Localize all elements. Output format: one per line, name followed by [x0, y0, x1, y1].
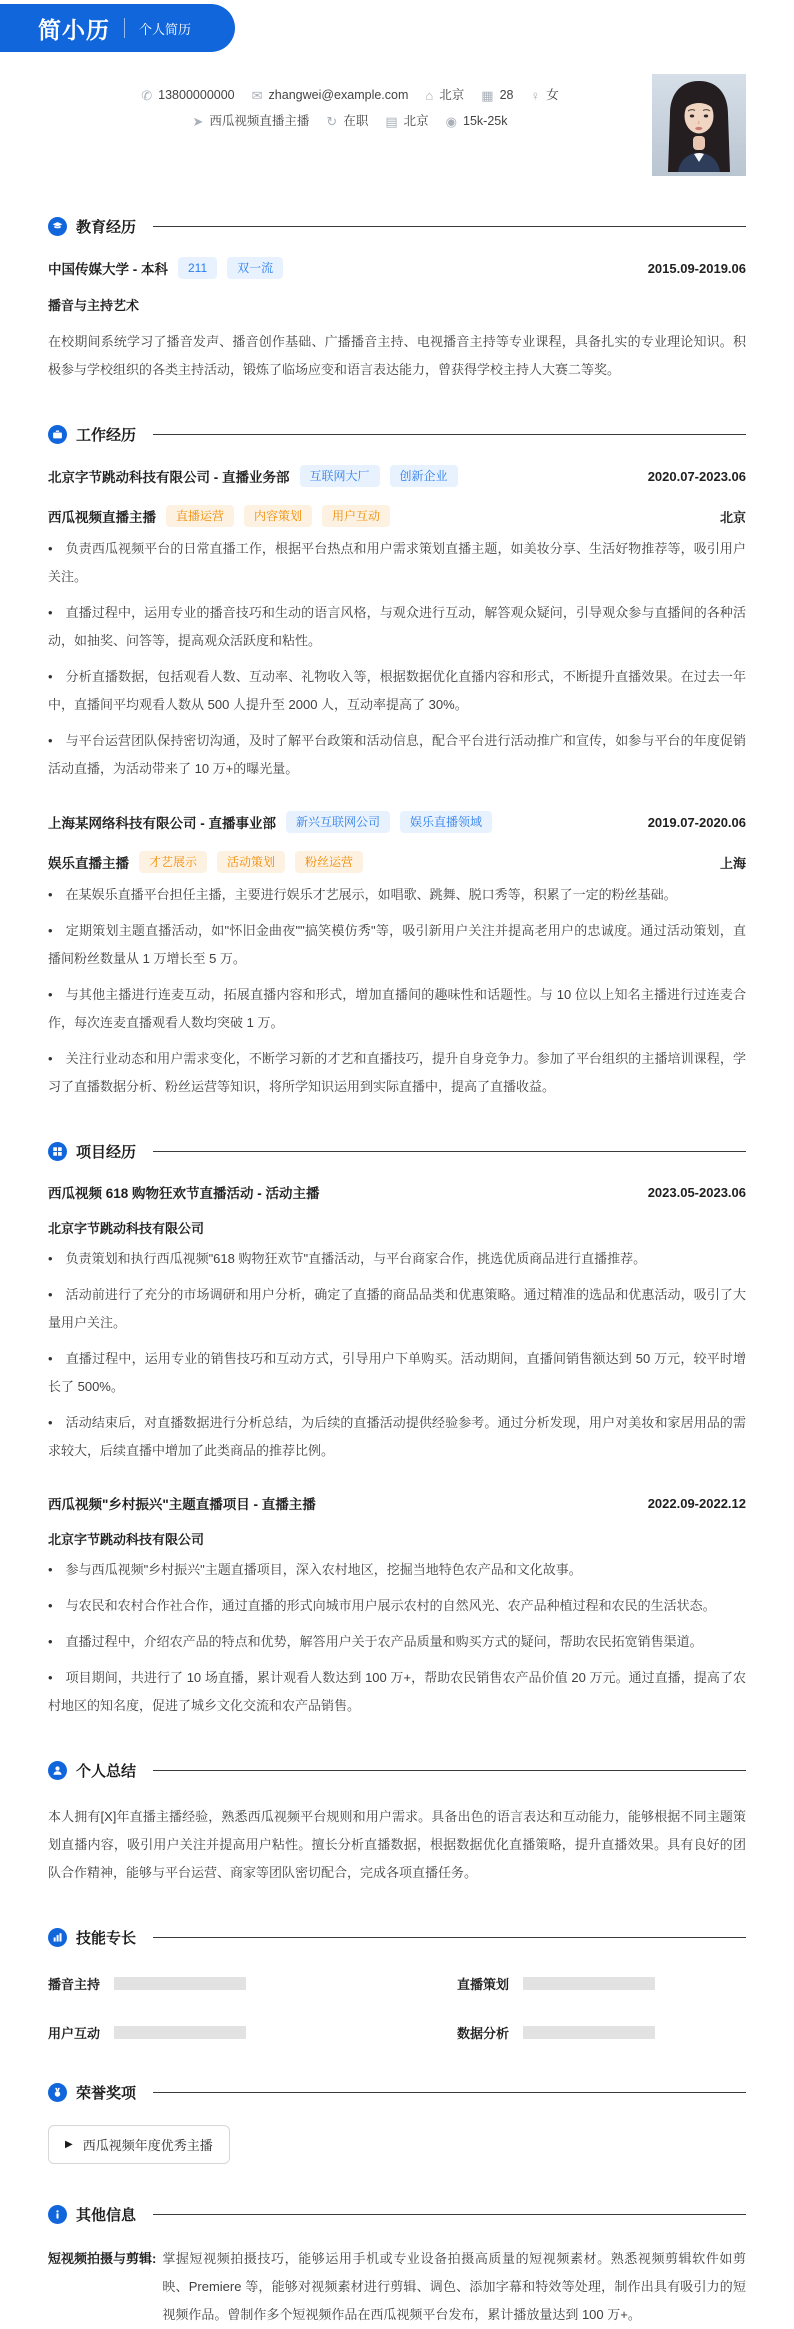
- job-role-row: [48, 851, 746, 873]
- contact-age: [481, 82, 513, 108]
- bullet-item: • 在某娱乐直播平台担任主播，主要进行娱乐才艺展示，如唱歌、跳舞、脱口秀等，积累了一定的粉丝基础。: [48, 881, 746, 909]
- section-other: [48, 2204, 746, 2329]
- honor-chip: [48, 2125, 230, 2164]
- summary-text: 本人拥有[X]年直播主播经验，熟悉西瓜视频平台规则和用户需求。具备出色的语言表达和互动能力，能够根据不同主题策划直播内容，吸引用户关注并提高用户粘性。擅长分析直播数据，根据数据优化直播策略，提升直播效果。具有良好的团队合作精神，能够与平台运营、商家等团队密切配合，完成各项直播任务。: [48, 1809, 746, 1880]
- role-tag: 直播运营: [166, 505, 234, 527]
- other-body: [48, 2245, 746, 2329]
- other-text: 掌握短视频拍摄技巧，能够运用手机或专业设备拍摄高质量的短视频素材。熟悉视频剪辑软件如剪映、Premiere 等，能够对视频素材进行剪辑、调色、添加字幕和特效等处理，制作出具有吸引力的短视频作品。曾制作多个短视频作品在西瓜视频平台发布，累计播放量达到 100 万+。: [162, 2251, 746, 2322]
- position-value: 西瓜视频直播主播: [209, 114, 310, 128]
- company-tag: 娱乐直播领域: [400, 811, 492, 833]
- section-skills: [48, 1927, 746, 2042]
- section-title: 其他信息: [76, 2207, 137, 2224]
- job-location: 北京: [719, 509, 746, 525]
- education-header: [48, 216, 746, 237]
- app-banner: [0, 4, 235, 52]
- skills-grid: [48, 1974, 746, 2042]
- contact-email: [252, 82, 409, 108]
- section-title: 工作经历: [76, 427, 137, 444]
- section-summary: [48, 1760, 746, 1887]
- education-description: 在校期间系统学习了播音发声、播音创作基础、广播播音主持、电视播音主持等专业课程，具备扎实的专业理论知识。积极参与学校组织的各类主持活动，锻炼了临场应变和语言表达能力，曾获得学校主持人大赛二等奖。: [48, 334, 746, 377]
- contact-position: [193, 108, 310, 134]
- contact-city: [385, 108, 428, 134]
- section-divider-line: [153, 1151, 746, 1152]
- bar-chart-icon: [48, 1928, 67, 1947]
- section-title: 教育经历: [76, 219, 137, 236]
- section-divider-line: [153, 1937, 746, 1938]
- company-name: 上海某网络科技有限公司 - 直播事业部: [48, 816, 276, 831]
- project-company: 北京字节跳动科技有限公司: [48, 1532, 205, 1547]
- bullet-item: • 负责策划和执行西瓜视频"618 购物狂欢节"直播活动，与平台商家合作，挑选优质商品进行直播推荐。: [48, 1245, 746, 1273]
- job-company-row: [48, 465, 746, 487]
- avatar-illustration: [652, 74, 746, 176]
- skill-item: [48, 2023, 337, 2042]
- skill-bar: [114, 1977, 246, 1990]
- city-value: 北京: [403, 114, 429, 128]
- project-company: 北京字节跳动科技有限公司: [48, 1221, 205, 1236]
- role-tag: 用户互动: [322, 505, 390, 527]
- banner-divider: [124, 18, 125, 38]
- section-education: [48, 216, 746, 384]
- skill-item: [48, 1974, 337, 1993]
- job-item: [48, 811, 746, 1101]
- skill-bar: [114, 2026, 246, 2039]
- projects-header: [48, 1141, 746, 1162]
- phone-value: 13800000000: [158, 88, 235, 102]
- section-title: 个人总结: [76, 1763, 137, 1780]
- project-name: 西瓜视频"乡村振兴"主题直播项目 - 直播主播: [48, 1497, 316, 1512]
- job-bullets: [48, 535, 746, 783]
- bullet-item: • 与平台运营团队保持密切沟通，及时了解平台政策和活动信息，配合平台进行活动推广和宣传，如参与平台的年度促销活动直播，为活动带来了 10 万+的曝光量。: [48, 727, 746, 783]
- section-title: 项目经历: [76, 1144, 137, 1161]
- school-name: 中国传媒大学 - 本科: [48, 262, 168, 277]
- company-tag: 互联网大厂: [300, 465, 380, 487]
- work-body: [48, 465, 746, 1101]
- age-value: 28: [499, 88, 514, 102]
- graduation-cap-icon: [48, 217, 67, 236]
- bullet-item: • 直播过程中，运用专业的播音技巧和生动的语言风格，与观众进行互动，解答观众疑问，引导观众参与直播间的各种活动，如抽奖、问答等，提高观众活跃度和粘性。: [48, 599, 746, 655]
- work-header: [48, 424, 746, 445]
- skill-item: [457, 1974, 746, 1993]
- home-icon: ⌂: [425, 87, 434, 103]
- contact-phone: [141, 82, 234, 108]
- project-date: 2023.05-2023.06: [647, 1184, 746, 1200]
- project-item: [48, 1493, 746, 1720]
- section-title: 技能专长: [76, 1930, 137, 1947]
- project-bullets: [48, 1245, 746, 1465]
- section-divider-line: [153, 226, 746, 227]
- salary-icon: ◉: [445, 113, 457, 129]
- job-role: 娱乐直播主播: [48, 856, 129, 871]
- contact-row-1: [141, 82, 558, 108]
- gender-value: 女: [546, 88, 559, 102]
- section-work: [48, 424, 746, 1101]
- salary-value: 15k-25k: [463, 114, 508, 128]
- projects-body: [48, 1182, 746, 1720]
- section-projects: [48, 1141, 746, 1720]
- resume-header: [0, 74, 794, 176]
- bullet-item: • 参与西瓜视频"乡村振兴"主题直播项目，深入农村地区，挖掘当地特色农产品和文化故事。: [48, 1556, 746, 1584]
- grid-icon: [48, 1142, 67, 1161]
- job-date: 2020.07-2023.06: [647, 468, 746, 484]
- status-icon: ↻: [326, 113, 338, 129]
- bullet-item: • 与农民和农村合作社合作，通过直播的形式向城市用户展示农村的自然风光、农产品种植过程和农民的生活状态。: [48, 1592, 746, 1620]
- bullet-item: • 关注行业动态和用户需求变化，不断学习新的才艺和直播技巧，提升自身竞争力。参加了平台组织的主播培训课程，学习了直播数据分析、粉丝运营等知识，将所学知识运用到实际直播中，提高了直播收益。: [48, 1045, 746, 1101]
- role-tag: 才艺展示: [139, 851, 207, 873]
- briefcase-icon: [48, 425, 67, 444]
- education-item: [48, 257, 746, 279]
- section-divider-line: [153, 434, 746, 435]
- job-date: 2019.07-2020.06: [647, 814, 746, 830]
- project-bullets: [48, 1556, 746, 1720]
- skill-name: 用户互动: [48, 2026, 101, 2041]
- city-icon: ▤: [385, 113, 398, 129]
- skill-bar: [523, 2026, 655, 2039]
- skill-name: 播音主持: [48, 1977, 101, 1992]
- bullet-item: • 分析直播数据，包括观看人数、互动率、礼物收入等，根据数据优化直播内容和形式，不断提升直播效果。在过去一年中，直播间平均观看人数从 500 人提升至 2000 人，互动率提高了 30%。: [48, 663, 746, 719]
- medal-icon: [48, 2083, 67, 2102]
- banner-subtitle: 个人简历: [139, 21, 192, 37]
- role-tag: 粉丝运营: [295, 851, 363, 873]
- bullet-item: • 活动前进行了充分的市场调研和用户分析，确定了直播的商品品类和优惠策略。通过精准的选品和优惠活动，吸引了大量用户关注。: [48, 1281, 746, 1337]
- project-date: 2022.09-2022.12: [647, 1495, 746, 1511]
- honors-header: [48, 2082, 746, 2103]
- gender-icon: ♀: [530, 87, 541, 103]
- school-tag: 211: [178, 257, 217, 279]
- bullet-item: • 负责西瓜视频平台的日常直播工作，根据平台热点和用户需求策划直播主题，如美妆分享、生活好物推荐等，吸引用户关注。: [48, 535, 746, 591]
- bullet-item: • 直播过程中，运用专业的销售技巧和互动方式，引导用户下单购买。活动期间，直播间销售额达到 50 万元，较平时增长了 500%。: [48, 1345, 746, 1401]
- job-location: 上海: [719, 855, 746, 871]
- bullet-item: • 活动结束后，对直播数据进行分析总结，为后续的直播活动提供经验参考。通过分析发现，用户对美妆和家居用品的需求较大，后续直播中增加了此类商品的推荐比例。: [48, 1409, 746, 1465]
- user-icon: [48, 1761, 67, 1780]
- section-honors: [48, 2082, 746, 2164]
- summary-header: [48, 1760, 746, 1781]
- role-tag: 内容策划: [244, 505, 312, 527]
- section-divider-line: [153, 2092, 746, 2093]
- age-icon: ▦: [481, 87, 494, 103]
- bullet-item: • 项目期间，共进行了 10 场直播，累计观看人数达到 100 万+，帮助农民销售农产品价值 20 万元。通过直播，提高了农村地区的知名度，促进了城乡文化交流和农产品销售。: [48, 1664, 746, 1720]
- email-value: zhangwei@example.com: [268, 88, 409, 102]
- position-icon: ➤: [192, 113, 204, 129]
- info-icon: [48, 2205, 67, 2224]
- section-divider-line: [153, 1770, 746, 1771]
- location-value: 北京: [439, 88, 465, 102]
- project-title-row: [48, 1182, 746, 1202]
- other-header: [48, 2204, 746, 2225]
- contact-location: [425, 82, 464, 108]
- company-tag: 创新企业: [390, 465, 458, 487]
- contact-block: [48, 74, 652, 176]
- job-role-row: [48, 505, 746, 527]
- job-role: 西瓜视频直播主播: [48, 510, 156, 525]
- honor-text: 西瓜视频年度优秀主播: [82, 2138, 213, 2153]
- bullet-item: • 与其他主播进行连麦互动，拓展直播内容和形式，增加直播间的趣味性和话题性。与 10 位以上知名主播进行过连麦合作，每次连麦直播观看人数均突破 1 万。: [48, 981, 746, 1037]
- other-label: 短视频拍摄与剪辑:: [48, 2251, 157, 2266]
- bullet-item: • 定期策划主题直播活动，如"怀旧金曲夜""搞笑模仿秀"等，吸引新用户关注并提高老用户的忠诚度。通过活动策划，直播间粉丝数量从 1 万增长至 5 万。: [48, 917, 746, 973]
- skill-bar: [523, 1977, 655, 1990]
- education-body: [48, 257, 746, 384]
- skills-header: [48, 1927, 746, 1948]
- skill-name: 直播策划: [457, 1977, 510, 1992]
- mail-icon: ✉: [251, 87, 263, 103]
- section-title: 荣誉奖项: [76, 2085, 137, 2102]
- contact-gender: [530, 82, 558, 108]
- contact-status: [326, 108, 368, 134]
- job-item: [48, 465, 746, 783]
- school-tag: 双一流: [227, 257, 283, 279]
- job-company-row: [48, 811, 746, 833]
- status-value: 在职: [343, 114, 369, 128]
- skill-name: 数据分析: [457, 2026, 510, 2041]
- phone-icon: ✆: [141, 87, 153, 103]
- project-name: 西瓜视频 618 购物狂欢节直播活动 - 活动主播: [48, 1186, 320, 1201]
- education-date: 2015.09-2019.06: [647, 260, 746, 276]
- bullet-item: • 直播过程中，介绍农产品的特点和优势，解答用户关于农产品质量和购买方式的疑问，帮助农民拓宽销售渠道。: [48, 1628, 746, 1656]
- project-title-row: [48, 1493, 746, 1513]
- company-name: 北京字节跳动科技有限公司 - 直播业务部: [48, 470, 290, 485]
- major: 播音与主持艺术: [48, 298, 140, 313]
- project-item: [48, 1182, 746, 1465]
- skill-item: [457, 2023, 746, 2042]
- play-icon: ▶: [65, 2139, 73, 2150]
- role-tag: 活动策划: [217, 851, 285, 873]
- avatar: [652, 74, 746, 176]
- app-logo-text: 简小历: [38, 16, 110, 43]
- section-divider-line: [153, 2214, 746, 2215]
- job-bullets: [48, 881, 746, 1101]
- contact-row-2: [193, 108, 508, 134]
- company-tag: 新兴互联网公司: [286, 811, 390, 833]
- contact-salary: [446, 108, 508, 134]
